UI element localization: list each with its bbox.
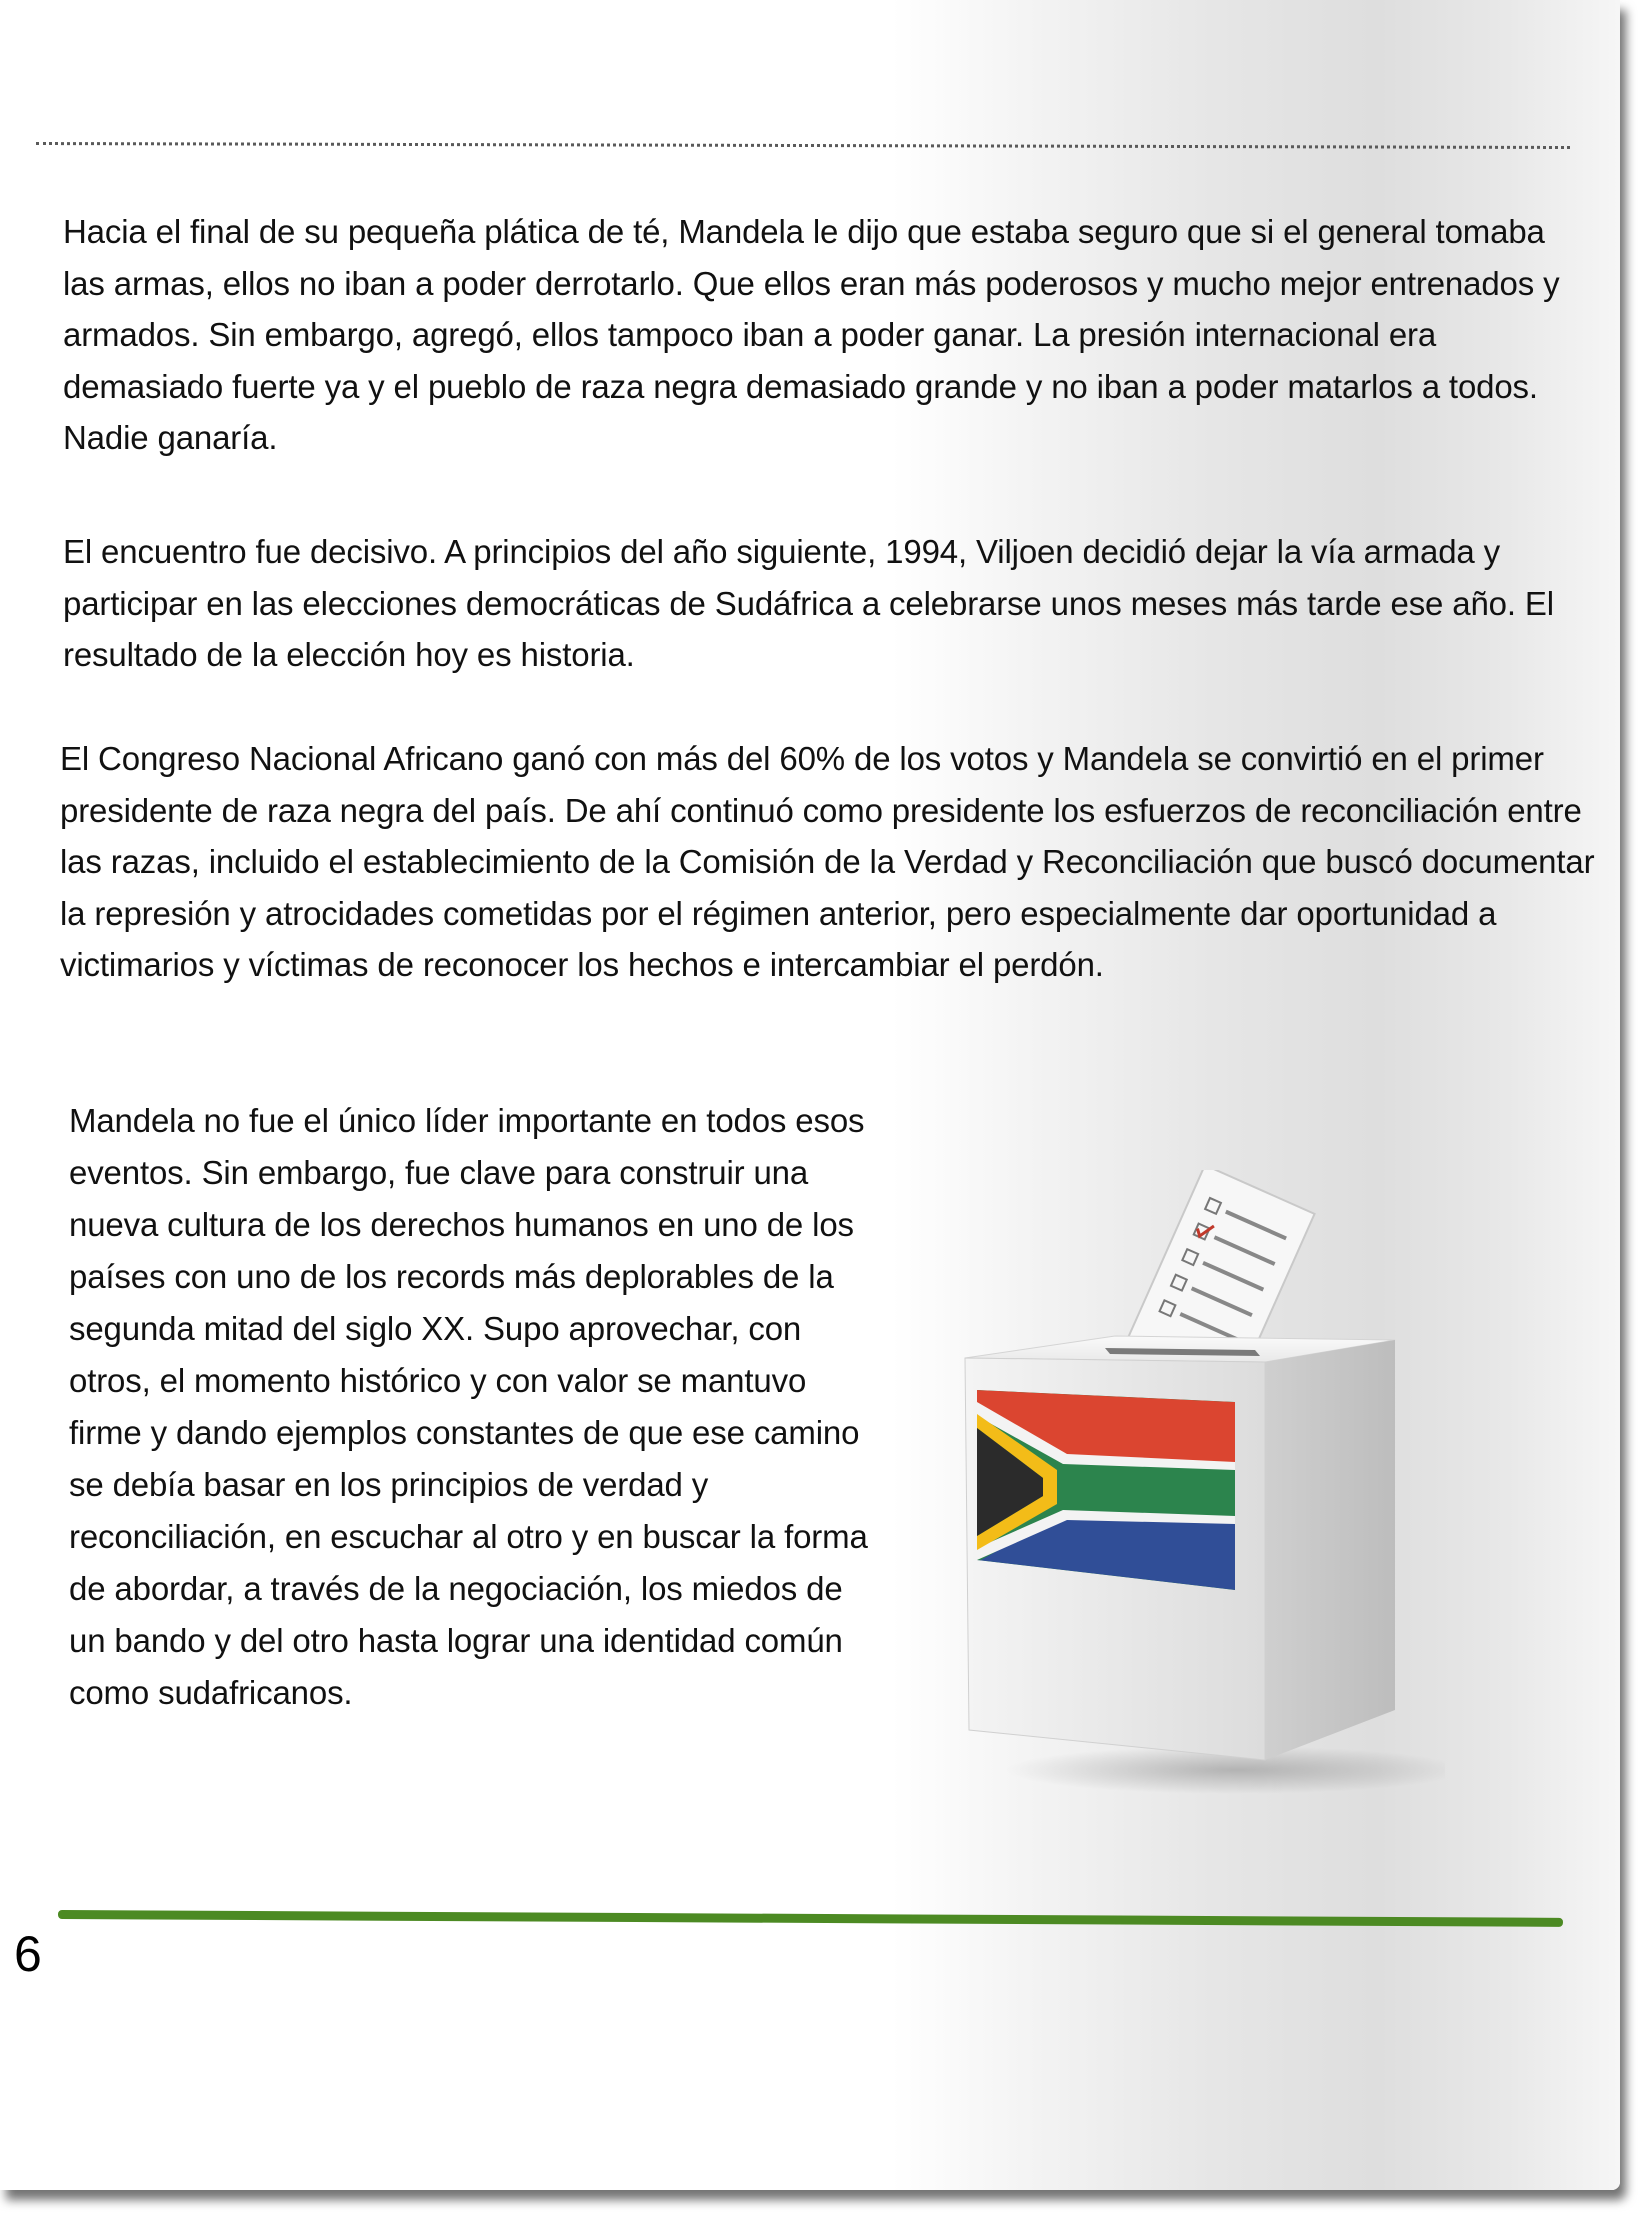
paragraph-anc-victory: El Congreso Nacional Africano ganó con más del 60% de los votos y Mandela se convirtió en el primer presidente de raza negra del país. De ahí continuó como presidente los esfuerzos de reconciliación entre las razas, incluido el establecimiento de la Comisión de la Verdad y Reconciliación que buscó documentar la represión y atrocidades cometidas por el régimen anterior, pero especialmente dar oportunidad a victimarios y víctimas de reconocer los hechos e intercambiar el perdón.: [60, 740, 1595, 983]
page-number: 6: [14, 1926, 42, 1982]
paragraph-tea-talk: Hacia el final de su pequeña plática de té, Mandela le dijo que estaba seguro que si el general tomaba las armas, ellos no iban a poder derrotarlo. Que ellos eran más poderosos y mucho mejor entrenados y armados. Sin embargo, agregó, ellos tampoco iban a poder ganar. La presión internacional era demasiado fuerte ya y el pueblo de raza negra demasiado grande y no iban a poder matarlos a todos. Nadie ganaría.: [63, 213, 1560, 456]
ballot-box-south-africa-flag-icon: [955, 1170, 1445, 1800]
paragraph-mandela-legacy: Mandela no fue el único líder importante en todos esos eventos. Sin embargo, fue clave para construir una nueva cultura de los derechos humanos en uno de los países con uno de los records más deplorables de la segunda mitad del siglo XX. Supo aprovechar, con otros, el momento histórico y con valor se mantuvo firme y dando ejemplos constantes de que ese camino se debía basar en los principios de verdad y reconciliación, en escuchar al otro y en buscar la forma de abordar, a través de la negociación, los miedos de un bando y del otro hasta lograr una identidad común como sudafricanos.: [69, 1102, 868, 1711]
paragraph-decisive-meeting: El encuentro fue decisivo. A principios del año siguiente, 1994, Viljoen decidió dejar la vía armada y participar en las elecciones democráticas de Sudáfrica a celebrarse unos meses más tarde ese año. El resultado de la elección hoy es historia.: [63, 533, 1554, 673]
